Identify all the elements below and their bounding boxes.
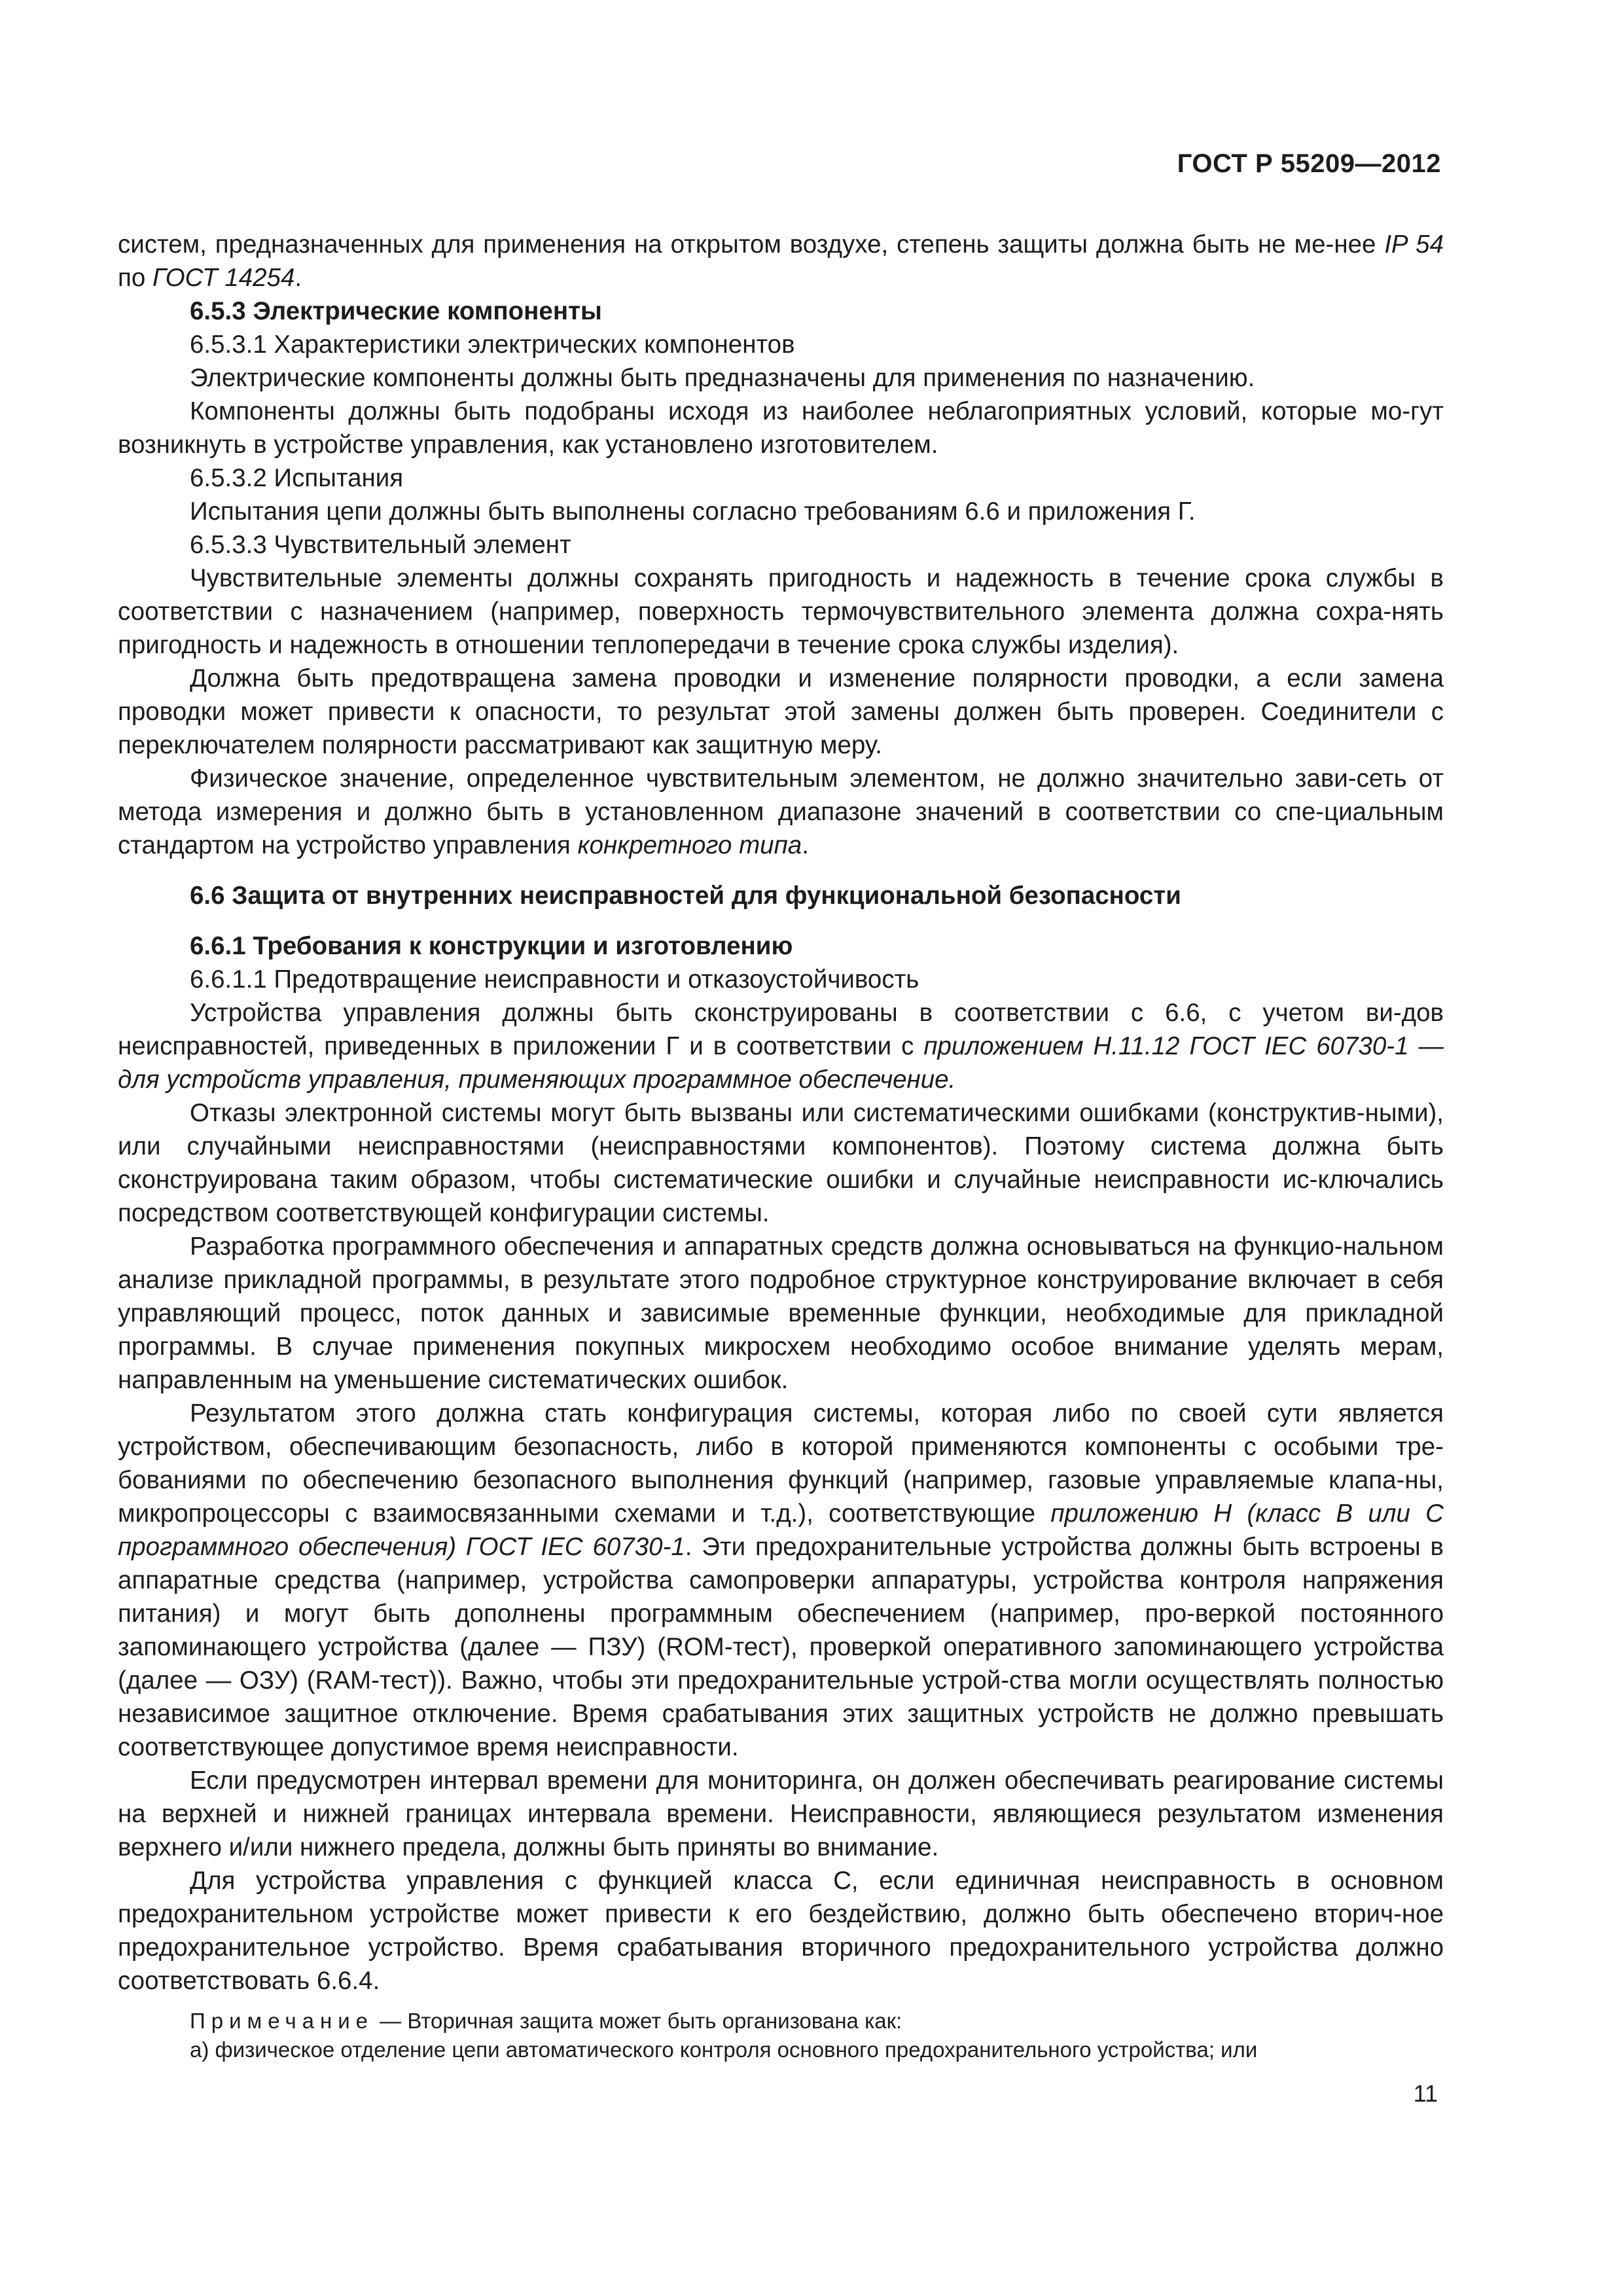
paragraph: Если предусмотрен интервал времени для мониторинга, он должен обеспечивать реагирование системы на верхней и нижней границах интервала времени. Неисправности, являющиеся результатом изменения верхнего и/или нижнего предела, должны быть приняты во внимание. [118,1767,1444,1861]
text-span: по [118,264,152,292]
italic-text: конкретного типа [577,831,802,859]
section-heading-6-6-1: 6.6.1 Требования к конструкции и изготовлению [190,932,793,960]
note-text: — Вторичная защита может быть организована как: [374,2009,902,2033]
page-number: 11 [1413,2080,1438,2107]
document-header-id: ГОСТ Р 55209—2012 [1177,149,1441,178]
text-span: систем, предназначенных для применения на открытом воздухе, степень защиты должна быть не ме-нее [118,230,1385,259]
paragraph: Для устройства управления с функцией класса С, если единичная неисправность в основном предохранительном устройстве может привести к его бездействию, должно быть обеспечено вторич-ное предохранительное устройство. Время срабатывания вторичного предохранительного устройства должно соответствовать 6.6.4. [118,1867,1444,1995]
note-item-a: а) физическое отделение цепи автоматического контроля основного предохранительного устройства; или [190,2037,1258,2062]
paragraph: Должна быть предотвращена замена проводки и изменение полярности проводки, а если замена проводки может привести к опасности, то результат этой замены должен быть проверен. Соединители с переключателем полярности рассматривают как защитную меру. [118,664,1444,759]
paragraph: Отказы электронной системы могут быть вызваны или систематическими ошибками (конструктив-ными), или случайными неисправностями (неисправностями компонентов). Поэтому система должна быть сконструирована таким образом, чтобы систематические ошибки и случайные неисправности ис-ключались посредством соответствующей конфигурации системы. [118,1099,1444,1227]
paragraph: Разработка программного обеспечения и аппаратных средств должна основываться на функцио-нальном анализе прикладной программы, в результате этого подробное структурное конструирование включает в себя управляющий процесс, поток данных и зависимые временные функции, необходимые для прикладной программы. В случае применения покупных микросхем необходимо особое внимание уделять мерам, направленным на уменьшение систематических ошибок. [118,1232,1444,1394]
note-intro [118,2007,1444,2036]
section-heading-6-6: 6.6 Защита от внутренних неисправностей для функциональной безопасности [190,882,1181,910]
paragraph: Чувствительные элементы должны сохранять пригодность и надежность в течение срока службы в соответствии с назначением (например, поверхность термочувствительного элемента должна сохра-нять пригодность и надежность в отношении теплопередачи в течение срока службы изделия). [118,564,1444,659]
page-content [118,228,1444,2064]
text-span: Устройства управления должны быть сконструированы в соответствии с 6.6, с учетом ви-дов неисправностей, приведенных в приложении Г и в соответствии с [118,999,1444,1060]
paragraph-intro [118,228,1444,295]
paragraph: Электрические компоненты должны быть предназначены для применения по назначению. [190,364,1255,392]
ip-rating: IP 54 [1384,230,1444,259]
subsection-heading-6-5-3-3: 6.5.3.3 Чувствительный элемент [190,531,571,559]
text-span: Физическое значение, определенное чувствительным элементом, не должно значительно зави-сеть от метода измерения и должно быть в установленном диапазоне значений в соответствии со спе-циальным стандартом на устройство управления [118,764,1444,859]
annex-reference: приложением Н.11.12 ГОСТ IEC 60730-1 — для устройств управления, применяющих программное обеспечение. [118,1032,1444,1094]
paragraph: Испытания цепи должны быть выполнены согласно требованиям 6.6 и приложения Г. [190,497,1196,526]
standard-reference: ГОСТ 14254 [152,264,295,292]
section-heading-6-5-3: 6.5.3 Электрические компоненты [190,297,602,325]
text-span: . [294,264,302,292]
paragraph [118,1397,1444,1764]
annex-reference: приложению Н (класс В или С программного обеспечения) ГОСТ IEC 60730-1 [118,1499,1444,1561]
note-label: Примечание [190,2009,374,2033]
paragraph [118,762,1444,862]
subsection-heading-6-5-3-2: 6.5.3.2 Испытания [190,464,404,492]
paragraph: Компоненты должны быть подобраны исходя из наиболее неблагоприятных условий, которые мо-гут возникнуть в устройстве управления, как установлено изготовителем. [118,397,1444,459]
subsection-heading-6-6-1-1: 6.6.1.1 Предотвращение неисправности и отказоустойчивость [190,965,919,994]
subsection-heading-6-5-3-1: 6.5.3.1 Характеристики электрических компонентов [190,331,795,359]
text-span: Результатом этого должна стать конфигурация системы, которая либо по своей сути является устройством, обеспечивающим безопасность, либо в которой применяются компоненты с особыми тре-бованиями по обеспечению безопасного выполнения функций (например, газовые управляемые клапа-ны, микропроцессоры с взаимосвязанными схемами и т.д.), соответствующие [118,1399,1444,1528]
text-span: . [802,831,809,859]
note-block [118,2007,1444,2064]
text-span: . Эти предохранительные устройства должны быть встроены в аппаратные средства (например, устройства самопроверки аппаратуры, устройства контроля напряжения питания) и могут быть дополнены программным обеспечением (например, про-веркой постоянного запоминающего устройства (далее — ПЗУ) (ROM-тест), проверкой оперативного запоминающего устройства (далее — ОЗУ) (RAM-тест)). Важно, чтобы эти предохранительные устрой-ства могли осуществлять полностью независимое защитное отключение. Время срабатывания этих защитных устройств не должно превышать соответствующее допустимое время неисправности. [118,1533,1444,1761]
paragraph [118,996,1444,1096]
